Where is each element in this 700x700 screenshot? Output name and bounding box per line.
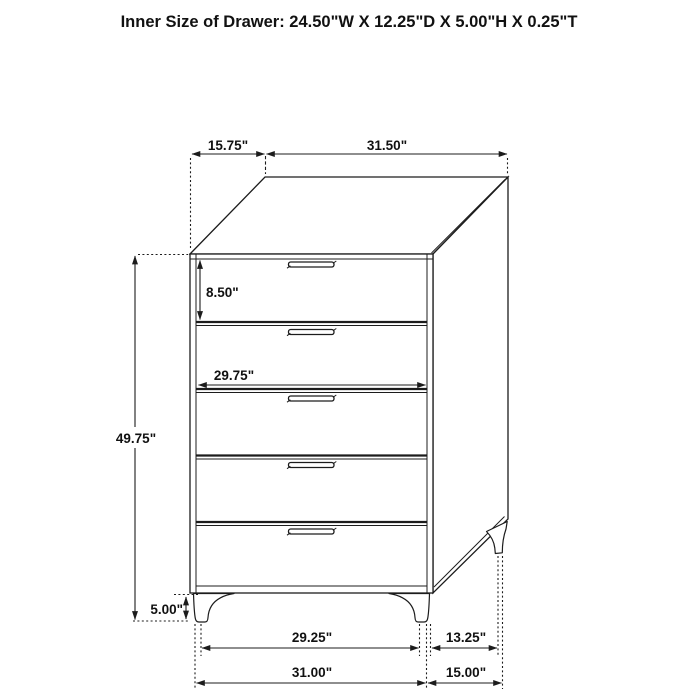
drawer-handle	[289, 330, 335, 335]
drawer-1	[287, 261, 336, 268]
page-title: Inner Size of Drawer: 24.50"W X 12.25"D X 5.00"H X 0.25"T	[120, 13, 578, 31]
chest-front-face	[190, 254, 433, 593]
dim-opening-width-label: 29.75"	[213, 368, 255, 383]
dim-leg-height-label: 5.00"	[150, 602, 183, 617]
dim-body-height-label: 49.75"	[115, 431, 157, 446]
drawer-5	[287, 528, 336, 535]
drawer-handle	[289, 463, 335, 468]
drawer-2	[287, 329, 336, 336]
dim-side-leg-span-label: 13.25"	[445, 630, 487, 645]
drawer-4	[287, 462, 336, 469]
drawer-3	[287, 395, 336, 402]
dim-base-width-label: 31.00"	[291, 665, 333, 680]
dim-top-width-label: 31.50"	[366, 138, 408, 153]
dim-base-depth-label: 15.00"	[445, 665, 487, 680]
dim-front-leg-span-label: 29.25"	[291, 630, 333, 645]
drawer-handle	[289, 396, 335, 401]
chest-drawing	[190, 177, 508, 622]
dim-drawer-height-label: 8.50"	[206, 285, 239, 300]
drawer-handle	[289, 529, 335, 534]
drawer-handle	[289, 262, 335, 267]
dim-top-depth-label: 15.75"	[207, 138, 249, 153]
